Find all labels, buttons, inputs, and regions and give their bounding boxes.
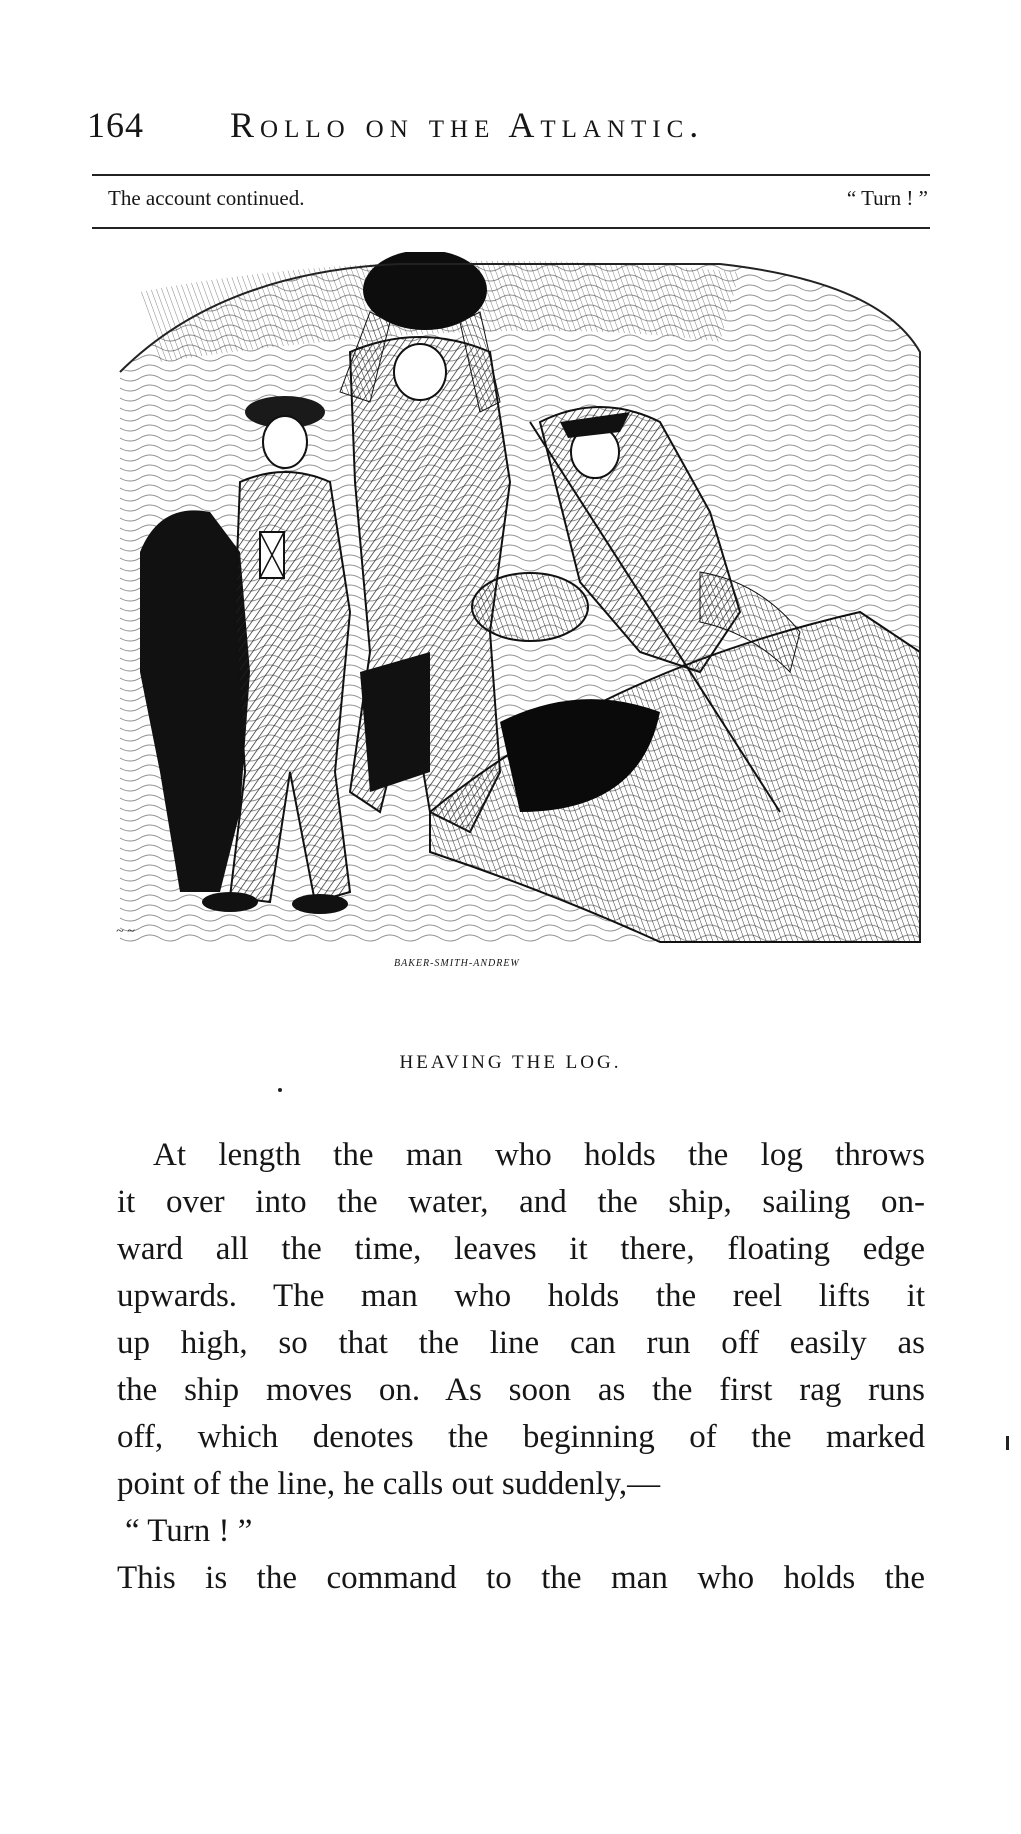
text-line: the ship moves on. As soon as the first rag runs [117,1372,925,1408]
engraver-credit: BAKER-SMITH-ANDREW [394,958,520,969]
text-line: “ Turn ! ” [125,1513,253,1549]
text-line: off, which denotes the beginning of the marked [117,1419,925,1455]
artist-signature: ~ ~ [116,924,135,939]
engraving-heaving-the-log [100,252,930,992]
subheader-left: The account continued. [108,186,305,210]
page-number: 164 [87,105,144,145]
header-rule-bottom [92,227,930,229]
illustration-caption: HEAVING THE LOG. [399,1052,622,1073]
text-line: upwards. The man who holds the reel lifts it [117,1278,925,1314]
text-line: At length the man who holds the log throws [153,1137,925,1173]
sailor-holding-reel [340,252,510,832]
body-text [117,1132,925,1602]
text-line: point of the line, he calls out suddenly,— [117,1466,661,1502]
margin-mark [1006,1436,1009,1450]
header-rule-top [92,174,930,176]
stray-dot [278,1088,282,1092]
running-title: Rollo on the Atlantic. [230,105,705,145]
text-line: up high, so that the line can run off easily as [117,1325,925,1361]
text-line: it over into the water, and the ship, sailing on- [117,1184,925,1220]
text-line: ward all the time, leaves it there, floating edge [117,1231,925,1267]
text-line: This is the command to the man who holds the [117,1560,925,1596]
subheader-right: “ Turn ! ” [846,186,928,210]
coiled-log-line [472,573,588,641]
